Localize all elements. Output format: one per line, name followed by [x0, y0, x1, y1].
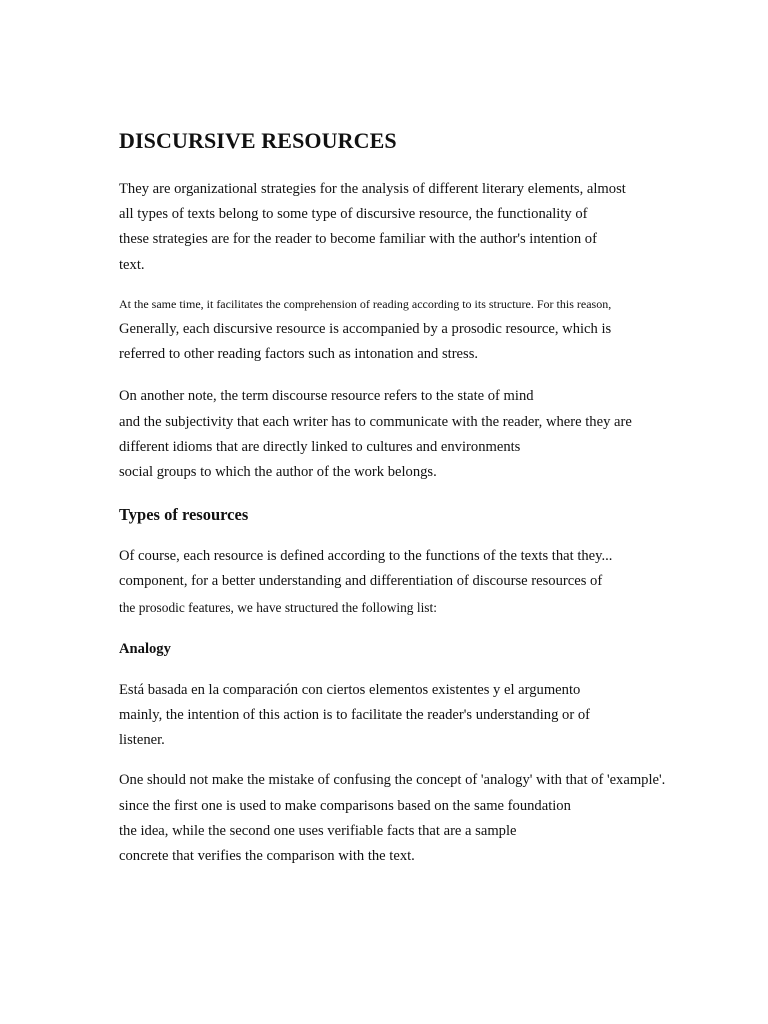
document-page [119, 126, 699, 869]
section-heading: Types of resources [119, 505, 249, 525]
paragraph-intro [119, 177, 699, 278]
subheading-analogy: Analogy [119, 640, 171, 657]
text-line: mainly, the intention of this action is to facilitate the reader's understanding or of [119, 707, 590, 724]
text-line: all types of texts belong to some type of discursive resource, the functionality of [119, 206, 588, 223]
text-line: different idioms that are directly linked to cultures and environments [119, 438, 521, 455]
text-line: Generally, each discursive resource is accompanied by a prosodic resource, which is [119, 321, 612, 338]
text-line: the idea, while the second one uses verifiable facts that are a sample [119, 822, 517, 839]
text-line: listener. [119, 732, 165, 749]
paragraph-analogy [119, 678, 699, 754]
text-line: concrete that verifies the comparison with the text. [119, 848, 415, 865]
text-line: referred to other reading factors such as intonation and stress. [119, 346, 479, 363]
paragraph-analogy-vs-example [119, 768, 699, 869]
text-line: component, for a better understanding and differentiation of discourse resources of [119, 573, 603, 590]
text-line: Está basada en la comparación con ciertos elementos existentes y el argumento [119, 681, 581, 698]
text-line: One should not make the mistake of confusing the concept of 'analogy' with that of 'example'. [119, 772, 666, 789]
document-title: DISCURSIVE RESOURCES [119, 128, 397, 153]
text-line-small: the prosodic features, we have structured the following list: [119, 599, 437, 615]
text-line: and the subjectivity that each writer has to communicate with the reader, where they are [119, 413, 632, 430]
text-line: since the first one is used to make comparisons based on the same foundation [119, 797, 571, 814]
paragraph-subjectivity [119, 384, 699, 485]
text-line: Of course, each resource is defined according to the functions of the texts that they... [119, 548, 613, 565]
paragraph-prosodic [119, 292, 699, 368]
paragraph-types [119, 544, 699, 620]
text-line: On another note, the term discourse resource refers to the state of mind [119, 388, 534, 405]
text-line: social groups to which the author of the work belongs. [119, 464, 437, 481]
text-line: They are organizational strategies for the analysis of different literary elements, almost [119, 181, 626, 197]
text-line-small: At the same time, it facilitates the comprehension of reading according to its structure. For this reason, [119, 296, 612, 311]
text-line: these strategies are for the reader to become familiar with the author's intention of [119, 231, 597, 248]
text-line: text. [119, 256, 145, 273]
